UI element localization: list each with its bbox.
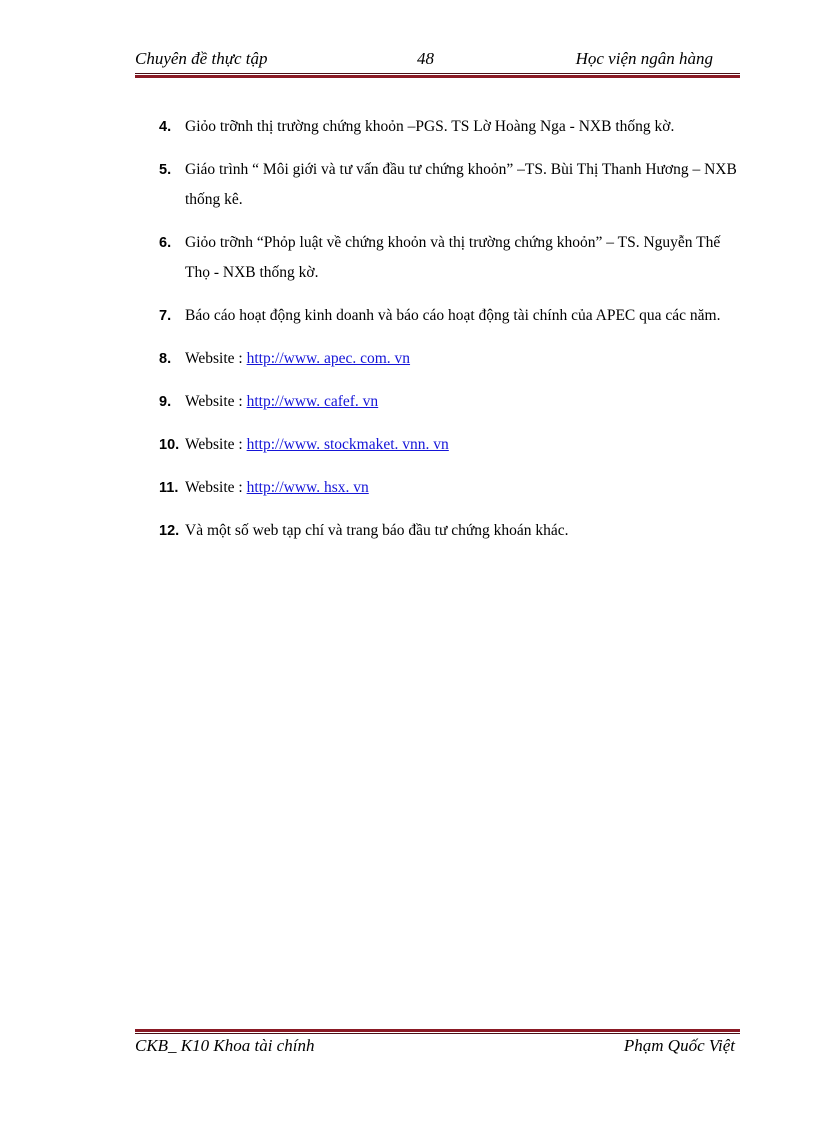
reference-text: Giỏo trỡnh “Phỏp luật về chứng khoỏn và thị trường chứng khoỏn” – TS. Nguyễn Thế Thọ - NXB thống kờ.	[185, 234, 721, 281]
reference-item-9	[159, 387, 739, 417]
reference-text: Và một số web tạp chí và trang báo đầu tư chứng khoán khác.	[185, 522, 569, 539]
reference-number: 9.	[159, 394, 172, 410]
header-institution: Học viện ngân hàng	[575, 49, 713, 68]
footer-rule-thick	[135, 1029, 740, 1032]
reference-number: 6.	[159, 235, 172, 251]
reference-item-11	[159, 473, 739, 503]
website-link[interactable]: http://www. hsx. vn	[246, 479, 369, 496]
reference-item-10	[159, 430, 739, 460]
header-rule-thin	[135, 73, 740, 74]
reference-item-8	[159, 344, 739, 374]
footer-class-label: CKB_ K10 Khoa tài chính	[135, 1036, 315, 1055]
reference-list	[159, 112, 739, 559]
footer-rule-thin	[135, 1033, 740, 1034]
reference-prefix: Website :	[185, 479, 247, 496]
header-page-number: 48	[417, 49, 434, 68]
reference-prefix: Website :	[185, 350, 247, 367]
header-document-title: Chuyên đề thực tập	[135, 49, 268, 68]
reference-item-12	[159, 516, 739, 546]
website-link[interactable]: http://www. cafef. vn	[246, 393, 379, 410]
reference-number: 12.	[159, 523, 180, 539]
page-footer	[135, 1036, 735, 1058]
website-link[interactable]: http://www. stockmaket. vnn. vn	[246, 436, 449, 453]
reference-text: Báo cáo hoạt động kinh doanh và báo cáo hoạt động tài chính của APEC qua các năm.	[185, 307, 721, 324]
reference-prefix: Website :	[185, 393, 247, 410]
reference-item-6	[159, 228, 739, 288]
reference-prefix: Website :	[185, 436, 247, 453]
reference-item-7	[159, 301, 739, 331]
page-header	[135, 49, 740, 71]
reference-number: 7.	[159, 308, 172, 324]
reference-number: 8.	[159, 351, 172, 367]
reference-item-5	[159, 155, 739, 215]
footer-author: Phạm Quốc Việt	[623, 1036, 735, 1055]
website-link[interactable]: http://www. apec. com. vn	[246, 350, 411, 367]
reference-number: 4.	[159, 119, 172, 135]
reference-text: Giỏo trỡnh thị trường chứng khoỏn –PGS. TS Lờ Hoàng Nga - NXB thống kờ.	[185, 118, 675, 135]
reference-number: 11.	[159, 480, 179, 496]
reference-item-4	[159, 112, 739, 142]
reference-text: Giáo trình “ Môi giới và tư vấn đầu tư chứng khoỏn” –TS. Bùi Thị Thanh Hương – NXB thống kê.	[185, 161, 737, 208]
header-rule-thick	[135, 75, 740, 78]
reference-number: 10.	[159, 437, 180, 453]
reference-number: 5.	[159, 162, 172, 178]
